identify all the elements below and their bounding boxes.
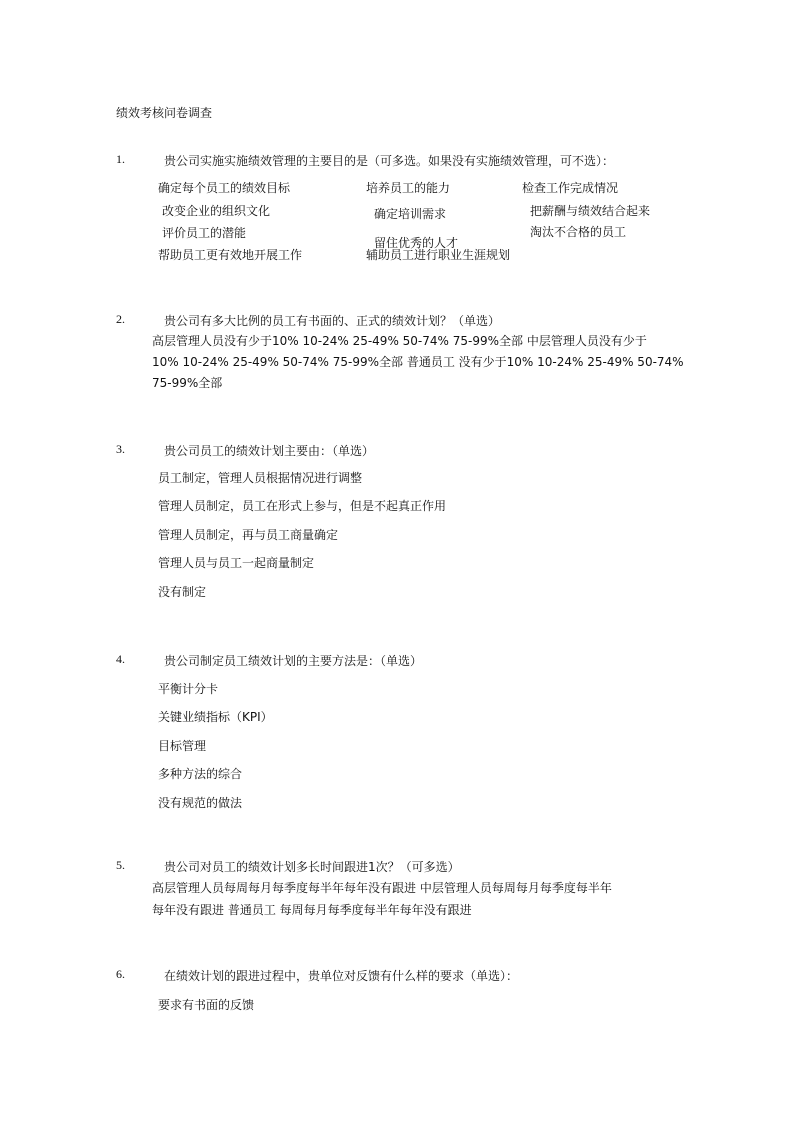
q3-option: 没有制定 xyxy=(158,585,207,599)
q2-answer-line: 75-99%全部 xyxy=(152,376,223,390)
q1-option: 检查工作完成情况 xyxy=(522,181,619,195)
q1-option-clipped: 留住优秀的人才 xyxy=(374,236,459,250)
q4-option: 没有规范的做法 xyxy=(158,796,243,810)
question-1-text: 贵公司实施实施绩效管理的主要目的是（可多选。如果没有实施绩效管理，可不选）： xyxy=(164,154,615,168)
question-6-number: 6. xyxy=(116,967,125,981)
q1-option: 培养员工的能力 xyxy=(366,181,451,195)
q1-option: 把薪酬与绩效结合起来 xyxy=(530,204,651,218)
q4-option: 多种方法的综合 xyxy=(158,767,243,781)
q2-answer-line: 高层管理人员没有少于10% 10-24% 25-49% 50-74% 75-99%全部 中层管理人员没有少于 xyxy=(152,334,647,348)
q5-answer-line: 每年没有跟进 普通员工 每周每月每季度每半年每年没有跟进 xyxy=(152,903,472,917)
q4-option: 平衡计分卡 xyxy=(158,682,219,696)
question-2-number: 2. xyxy=(116,312,125,326)
question-6-text: 在绩效计划的跟进过程中，贵单位对反馈有什么样的要求（单选）： xyxy=(164,969,519,983)
q1-option: 淘汰不合格的员工 xyxy=(530,225,627,239)
q3-option: 管理人员制定，再与员工商量确定 xyxy=(158,528,339,542)
q1-option: 评价员工的潜能 xyxy=(162,226,247,240)
q1-option: 帮助员工更有效地开展工作 xyxy=(158,248,303,262)
q1-option: 改变企业的组织文化 xyxy=(162,204,271,218)
q1-option: 确定培训需求 xyxy=(374,207,447,221)
question-4-text: 贵公司制定员工绩效计划的主要方法是：（单选） xyxy=(164,654,423,668)
question-2-text: 贵公司有多大比例的员工有书面的、正式的绩效计划？（单选） xyxy=(164,314,501,328)
q4-option: 关键业绩指标（KPI） xyxy=(158,710,273,724)
q1-option: 确定每个员工的绩效目标 xyxy=(158,181,291,195)
q3-option: 管理人员与员工一起商量制定 xyxy=(158,556,315,570)
question-3-text: 贵公司员工的绩效计划主要由：（单选） xyxy=(164,444,375,458)
q3-option: 管理人员制定，员工在形式上参与，但是不起真正作用 xyxy=(158,499,447,513)
q4-option: 目标管理 xyxy=(158,739,207,753)
q1-option: 辅助员工进行职业生涯规划 xyxy=(366,248,511,262)
question-3-number: 3. xyxy=(116,442,125,456)
question-4-number: 4. xyxy=(116,652,125,666)
q5-answer-line: 高层管理人员每周每月每季度每半年每年没有跟进 中层管理人员每周每月每季度每半年 xyxy=(152,881,612,895)
question-5-number: 5. xyxy=(116,858,125,872)
q3-option: 员工制定，管理人员根据情况进行调整 xyxy=(158,471,363,485)
q6-option: 要求有书面的反馈 xyxy=(158,998,255,1012)
q2-answer-line: 10% 10-24% 25-49% 50-74% 75-99%全部 普通员工 没有少于10% 10-24% 25-49% 50-74% xyxy=(152,355,684,369)
question-5-text: 贵公司对员工的绩效计划多长时间跟进1次？（可多选） xyxy=(164,860,460,874)
question-1-number: 1. xyxy=(116,152,125,166)
document-title: 绩效考核问卷调查 xyxy=(116,106,213,120)
